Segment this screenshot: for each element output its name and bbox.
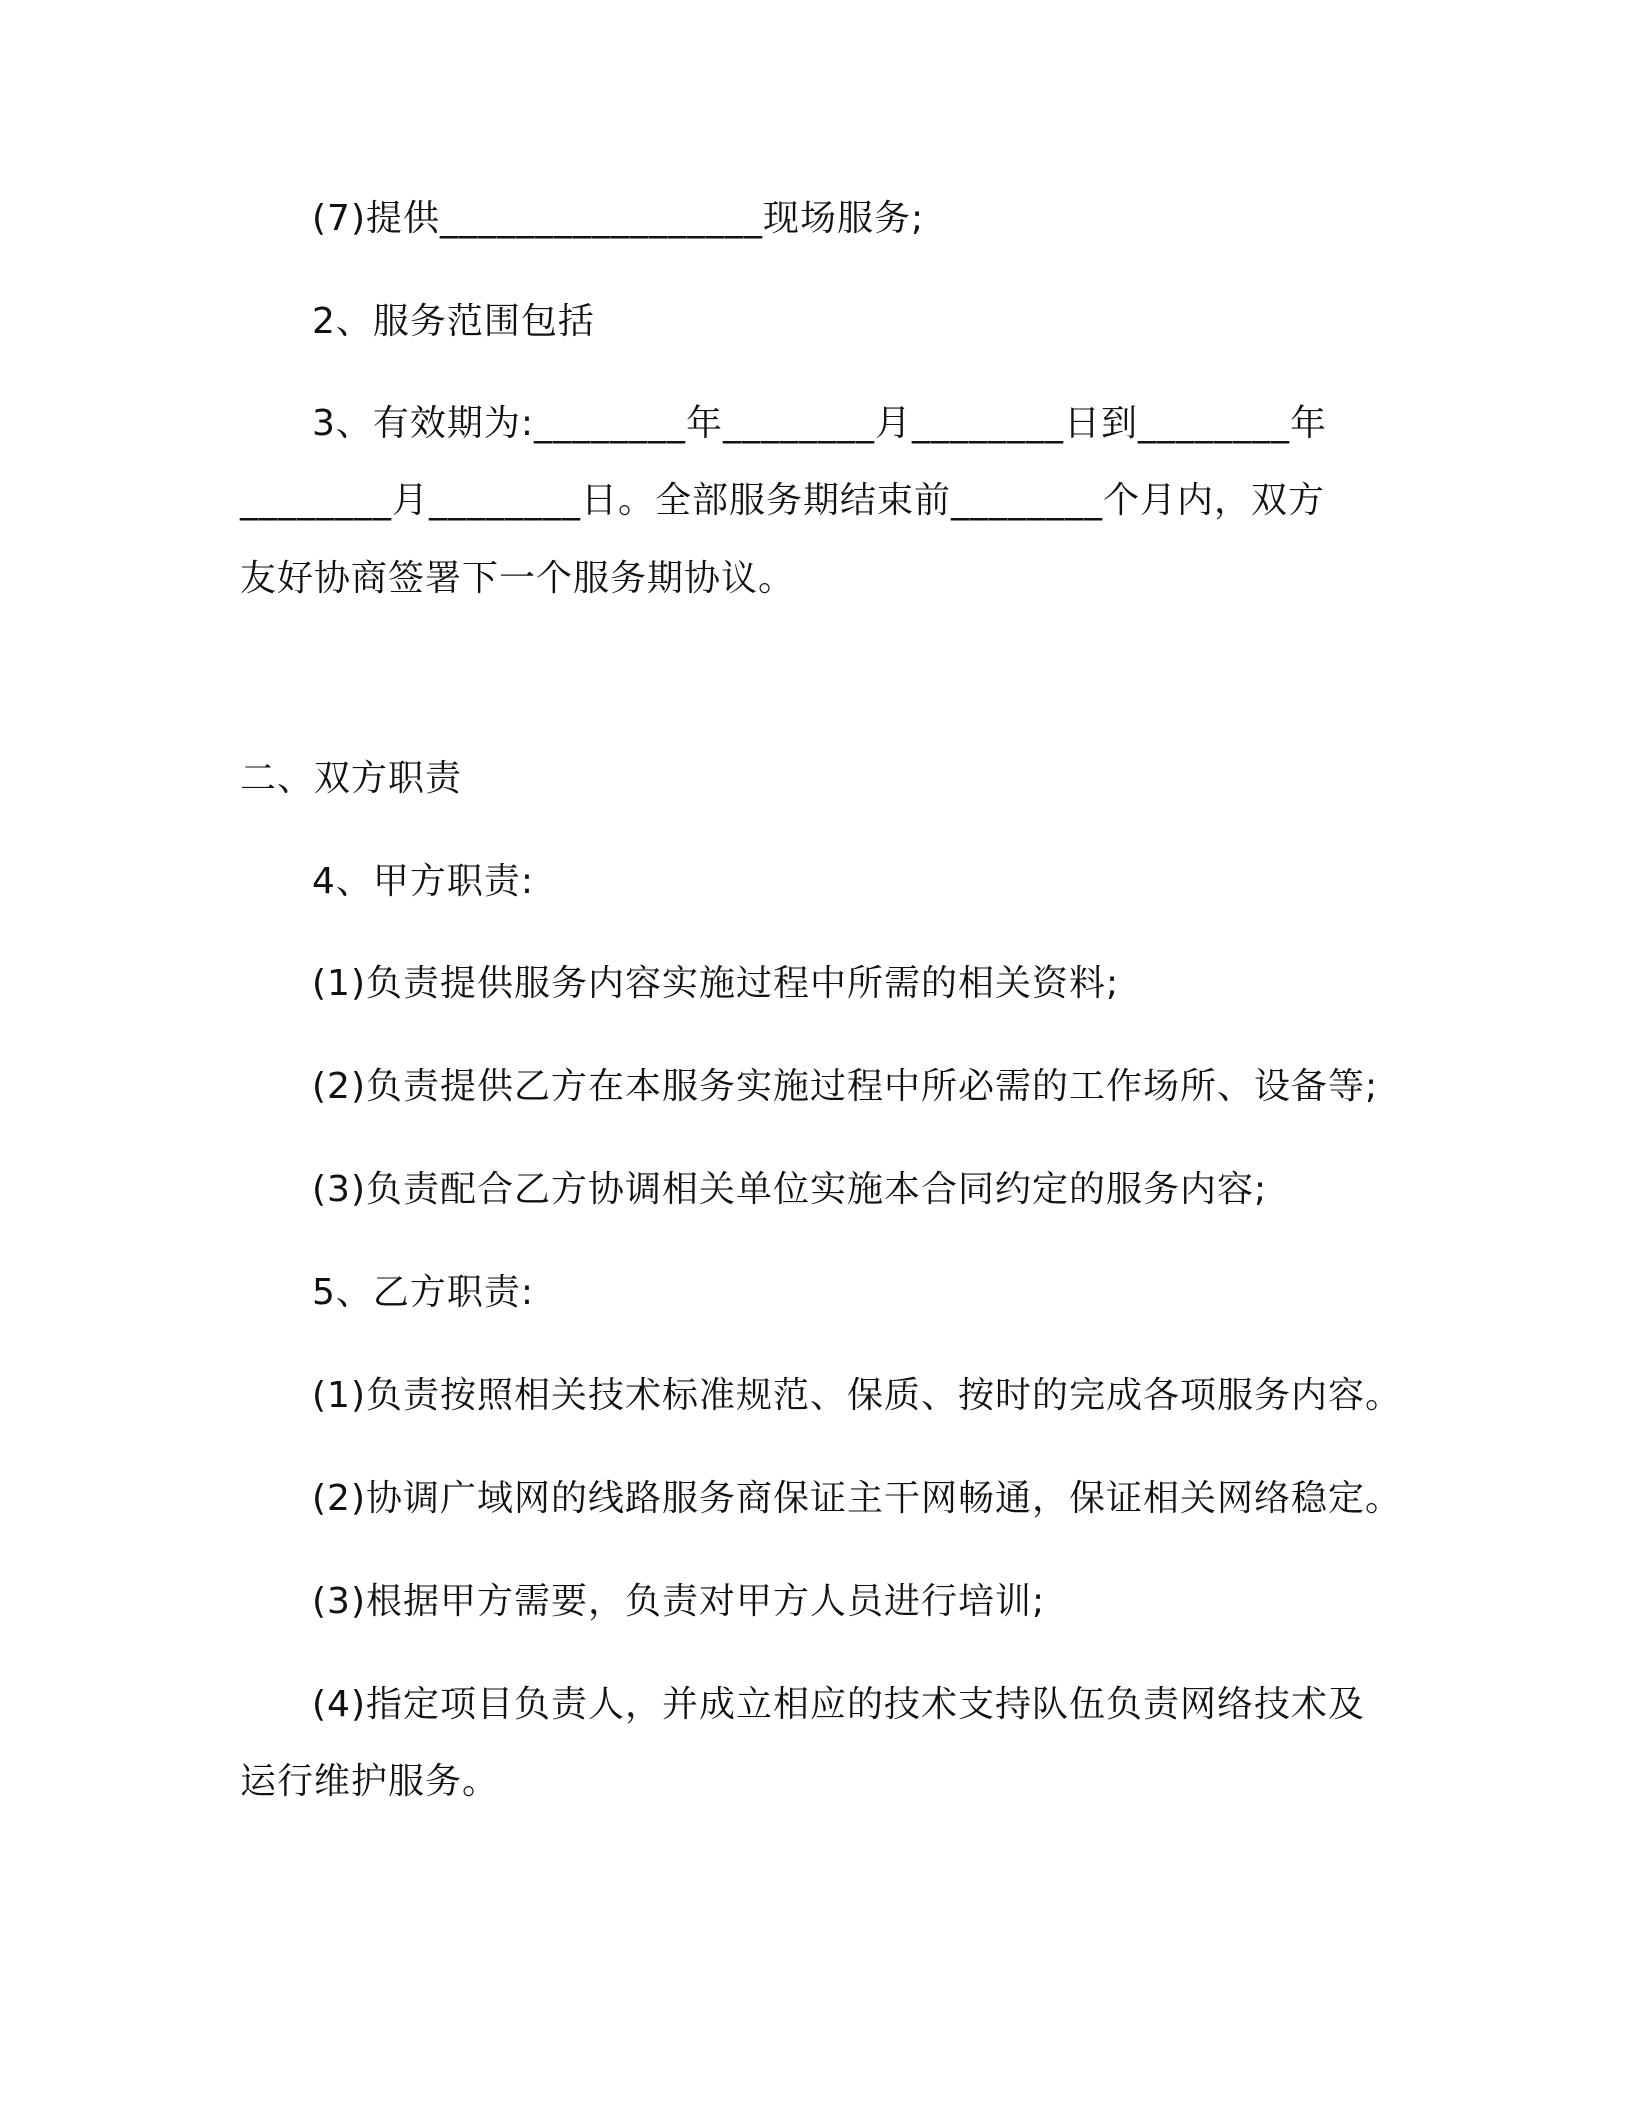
clause-3-validity-line-3: 友好协商签署下一个服务期协议。 bbox=[240, 558, 796, 599]
party-b-item-3: (3)根据甲方需要，负责对甲方人员进行培训; bbox=[312, 1581, 1046, 1622]
clause-4-party-a-heading: 4、甲方职责: bbox=[312, 861, 535, 902]
party-a-item-2: (2)负责提供乙方在本服务实施过程中所必需的工作场所、设备等; bbox=[312, 1066, 1379, 1107]
party-a-item-1: (1)负责提供服务内容实施过程中所需的相关资料; bbox=[312, 963, 1120, 1004]
clause-5-party-b-heading: 5、乙方职责: bbox=[312, 1272, 535, 1313]
party-b-item-1: (1)负责按照相关技术标准规范、保质、按时的完成各项服务内容。 bbox=[312, 1375, 1402, 1416]
clause-7-onsite-service: (7)提供_________________现场服务; bbox=[312, 198, 925, 239]
section-heading-responsibilities: 二、双方职责 bbox=[240, 758, 463, 799]
party-a-item-3: (3)负责配合乙方协调相关单位实施本合同约定的服务内容; bbox=[312, 1169, 1268, 1210]
clause-3-validity-line-1: 3、有效期为:________年________月________日到________年 bbox=[312, 403, 1328, 444]
clause-3-validity-line-2: ________月________日。全部服务期结束前________个月内，双方 bbox=[240, 480, 1326, 521]
party-b-item-4-line-2: 运行维护服务。 bbox=[240, 1761, 500, 1802]
party-b-item-2: (2)协调广域网的线路服务商保证主干网畅通，保证相关网络稳定。 bbox=[312, 1478, 1402, 1519]
clause-2-service-scope: 2、服务范围包括 bbox=[312, 301, 595, 342]
party-b-item-4-line-1: (4)指定项目负责人，并成立相应的技术支持队伍负责网络技术及 bbox=[312, 1684, 1365, 1725]
